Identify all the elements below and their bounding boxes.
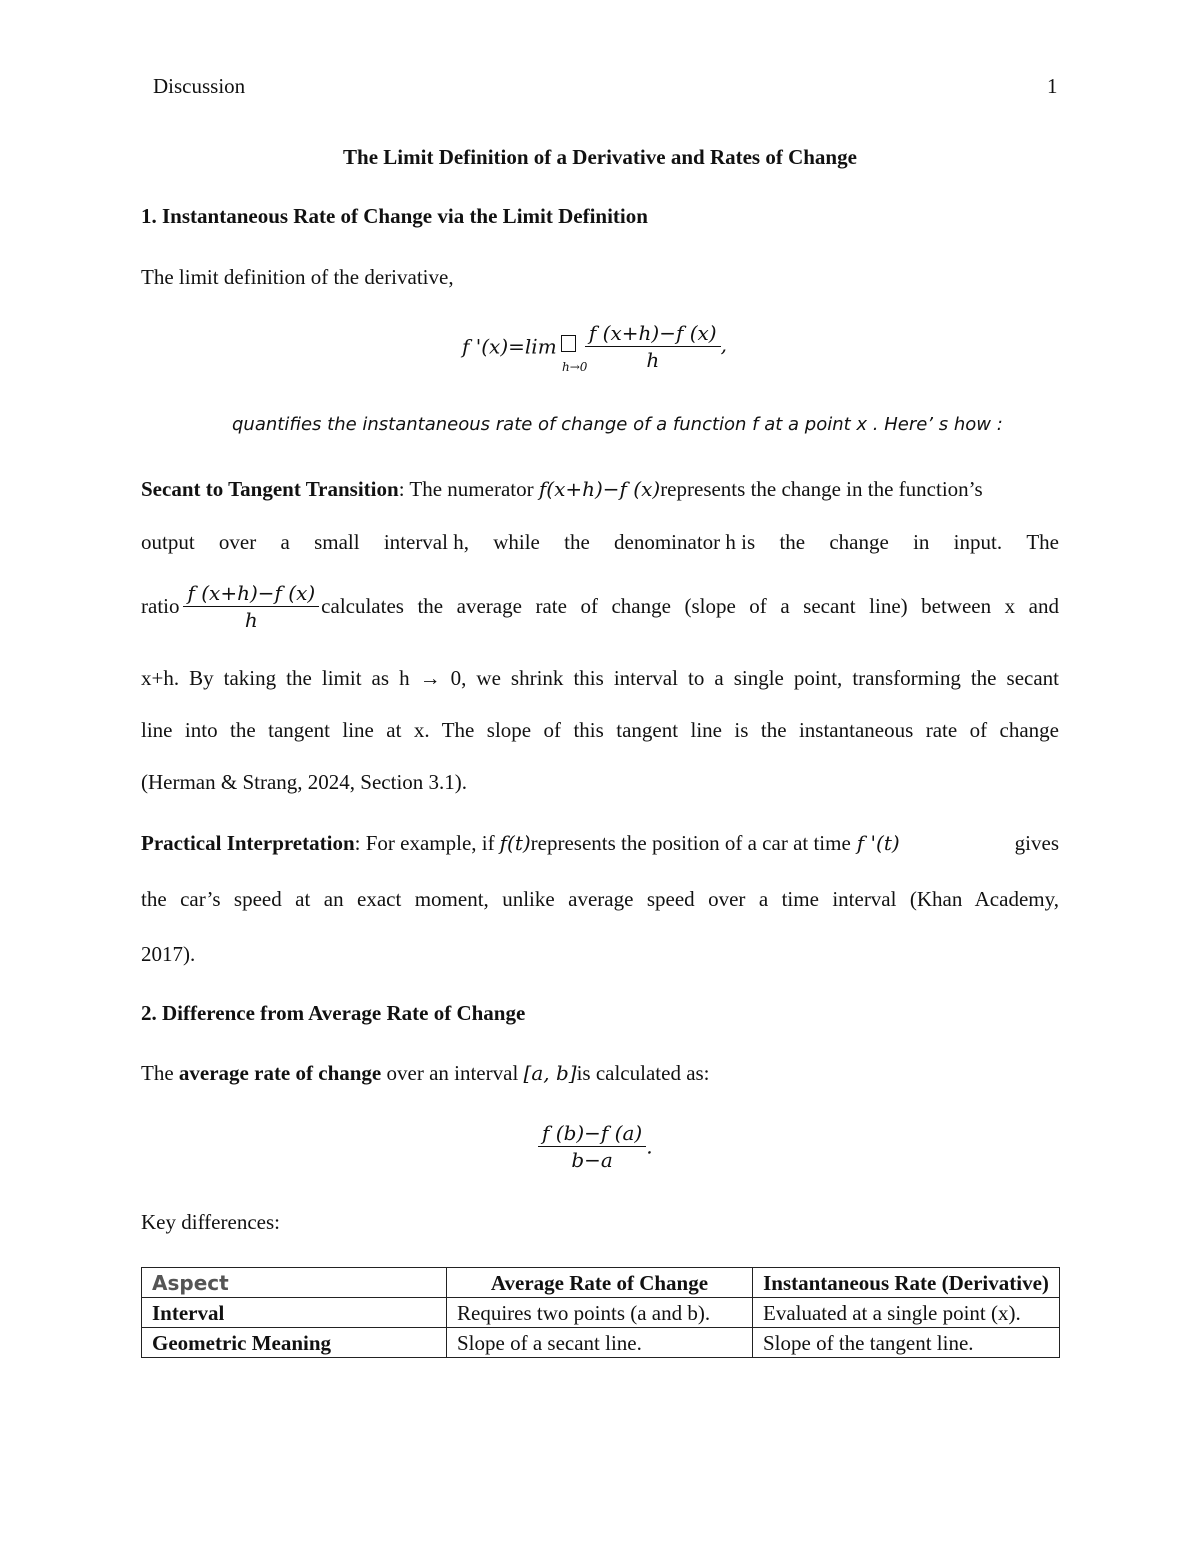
word: input. (953, 530, 1003, 554)
limit-definition-formula (462, 320, 727, 380)
secant-line-1 (141, 477, 983, 502)
practical-line-2: the car’s speed at an exact moment, unlike average speed over a time interval (Khan Academy, (141, 887, 1059, 911)
document-title: The Limit Definition of a Derivative and Rates of Change (343, 145, 857, 169)
word: output (141, 530, 195, 554)
row-aspect: Geometric Meaning (142, 1328, 447, 1358)
practical-math-1: f(t) (499, 831, 531, 855)
formula-trail: , (720, 332, 727, 357)
word: a (280, 530, 290, 554)
table-row (142, 1328, 1060, 1358)
ratio-numerator: f (x+h)−f (x) (183, 580, 319, 607)
word: interval h, (383, 530, 469, 554)
running-head: Discussion (153, 74, 246, 98)
key-differences-label: Key differences: (141, 1210, 280, 1234)
secant-l3-b: calculates the average rate of change (slope of a secant line) between x and (321, 594, 1059, 618)
formula-lhs: f '(x)=lim (462, 334, 557, 359)
row-instantaneous: Slope of the tangent line. (753, 1328, 1060, 1358)
key-differences-table (141, 1267, 1060, 1358)
practical-line-3: 2017). (141, 942, 196, 966)
practical-l1-c: gives (1014, 831, 1059, 855)
section2-intro-b: over an interval (386, 1061, 519, 1085)
secant-l1-math: f(x+h)−f (x) (538, 477, 661, 501)
secant-line-2 (141, 530, 1059, 555)
section2-intro-c: is calculated as: (576, 1061, 710, 1085)
secant-line-3 (141, 580, 1059, 633)
section2-heading: 2. Difference from Average Rate of Change (141, 1001, 526, 1025)
row-average: Requires two points (a and b). (447, 1298, 753, 1328)
row-instantaneous: Evaluated at a single point (x). (753, 1298, 1060, 1328)
practical-line-1 (141, 831, 1059, 856)
formula-denominator: h (646, 348, 660, 372)
practical-math-2: f '(t) (856, 831, 900, 855)
secant-line-6: (Herman & Strang, 2024, Section 3.1). (141, 770, 468, 794)
header-instantaneous: Instantaneous Rate (Derivative) (753, 1268, 1060, 1298)
italic-explanation: quantifies the instantaneous rate of change of a function f at a point x . Here’ s how : (232, 414, 1003, 435)
section1-intro: The limit definition of the derivative, (141, 265, 454, 289)
word: the (779, 530, 806, 554)
row-aspect: Interval (142, 1298, 447, 1328)
formula-fraction (585, 320, 721, 373)
table-row (142, 1298, 1060, 1328)
word: denominator h is (614, 530, 756, 554)
row-average: Slope of a secant line. (447, 1328, 753, 1358)
word: the (564, 530, 590, 554)
secant-line-5: line into the tangent line at x. The slope of this tangent line is the instantaneous rate of change (141, 718, 1059, 742)
page-number: 1 (1047, 74, 1058, 98)
word: in (913, 530, 930, 554)
avg-denominator: b−a (571, 1148, 613, 1172)
ratio-fraction (183, 580, 319, 633)
avg-trail: . (646, 1134, 653, 1159)
ratio-denominator: h (244, 608, 258, 632)
section2-intro (141, 1061, 710, 1086)
word: small (314, 530, 360, 554)
interval-math: [a, b] (523, 1061, 577, 1085)
avg-fraction (538, 1120, 646, 1173)
placeholder-box-icon (561, 335, 576, 352)
ratio-word: ratio (141, 594, 180, 618)
word: while (493, 530, 540, 554)
header-aspect: Aspect (142, 1268, 447, 1298)
practical-l1-a: : For example, if (354, 831, 495, 855)
secant-label: Secant to Tangent Transition (141, 477, 399, 501)
secant-line-4: x+h. By taking the limit as h → 0, we shrink this interval to a single point, transforming the secant (141, 666, 1059, 690)
header-average: Average Rate of Change (447, 1268, 753, 1298)
word: over (218, 530, 257, 554)
formula-numerator: f (x+h)−f (x) (585, 320, 721, 347)
table-header-row (142, 1268, 1060, 1298)
section2-intro-a: The (141, 1061, 174, 1085)
word: The (1026, 530, 1059, 554)
practical-l1-b: represents the position of a car at time (530, 831, 851, 855)
section1-heading: 1. Instantaneous Rate of Change via the Limit Definition (141, 204, 648, 228)
secant-l1-a: : The numerator (398, 477, 534, 501)
average-rate-formula (538, 1120, 653, 1173)
average-rate-term: average rate of change (178, 1061, 382, 1085)
practical-label: Practical Interpretation (141, 831, 355, 855)
avg-numerator: f (b)−f (a) (538, 1120, 646, 1147)
word: change (829, 530, 889, 554)
secant-l1-b: represents the change in the function’s (660, 477, 983, 501)
limit-subscript: h→0 (562, 360, 588, 374)
